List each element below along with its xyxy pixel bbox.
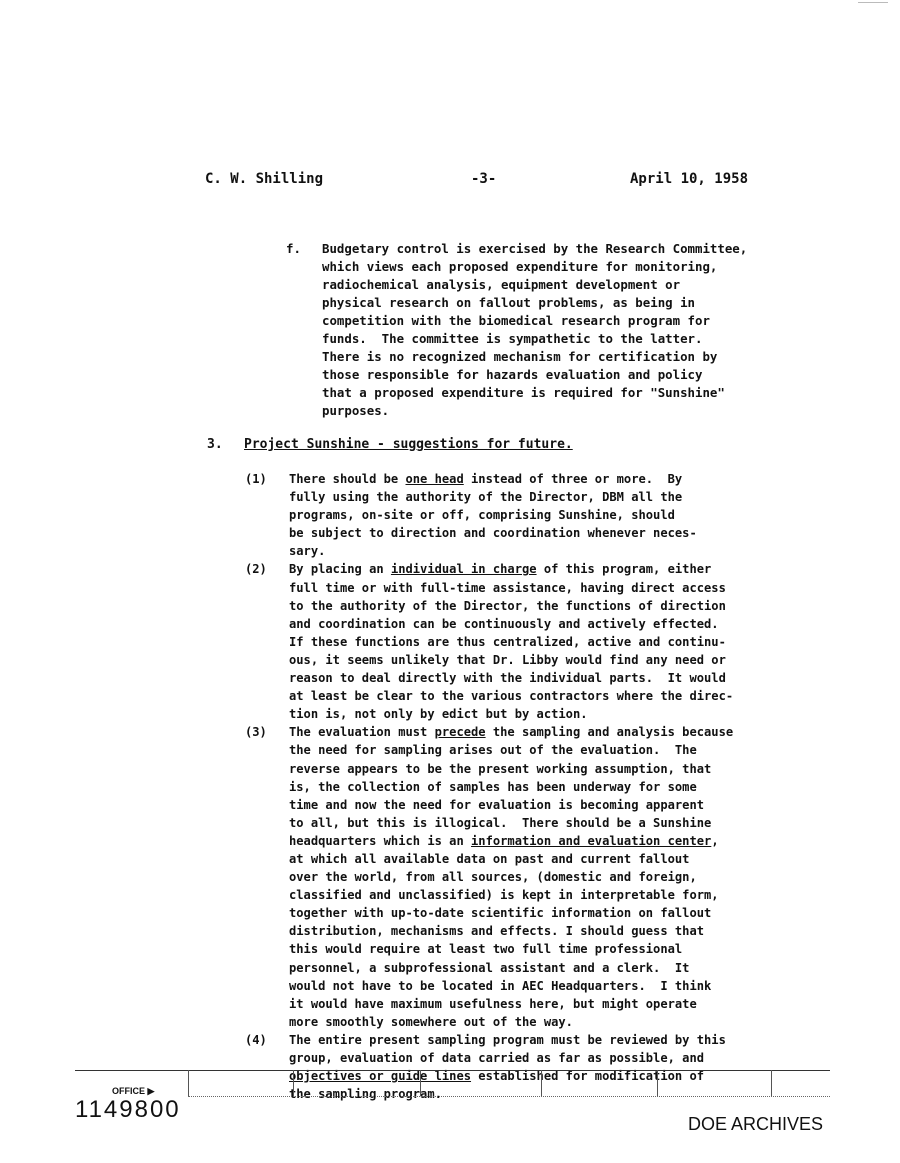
text-run: at least be clear to the various contractors where the direc- (289, 689, 734, 704)
form-cell-divider (188, 1070, 189, 1096)
list-item-line (289, 832, 830, 850)
text-run: is, the collection of samples has been underway for some (289, 779, 697, 794)
text-run: of this program, either (536, 562, 712, 577)
paragraph-f-text (322, 240, 846, 420)
underlined-text: information and evaluation center (471, 833, 712, 848)
text-run: , (711, 833, 719, 848)
text-run: headquarters which is an (289, 833, 472, 848)
text-run: ous, it seems unlikely that Dr. Libby would find any need or (289, 652, 726, 667)
text-run: There should be (289, 472, 406, 486)
office-label: OFFICE ▶ (112, 1086, 155, 1096)
list-item-line (289, 904, 830, 922)
text-run: it would have maximum usefulness here, but might operate (289, 996, 697, 1011)
page-header (205, 171, 765, 191)
text-run: distribution, mechanisms and effects. I should guess that (289, 924, 705, 939)
list-item-line (289, 741, 830, 759)
list-item-line (289, 814, 830, 832)
text-run: full time or with full-time assistance, having direct access (289, 580, 726, 595)
list-item-line (289, 705, 830, 723)
text-run: reverse appears to be the present working assumption, that (289, 761, 712, 776)
list-item-line (289, 488, 830, 506)
list-item-line (289, 506, 830, 524)
list-item-line (289, 470, 830, 488)
text-run: over the world, from all sources, (domestic and foreign, (289, 870, 697, 885)
list-item-line (289, 633, 830, 651)
paragraph-f-line: Budgetary control is exercised by the Research Committee, (322, 241, 748, 256)
form-bottom-rule (188, 1096, 830, 1097)
list-item-line (289, 1031, 830, 1049)
list-item-line (289, 669, 830, 687)
text-run: programs, on-site or off, comprising Sunshine, should (289, 508, 675, 523)
paragraph-f-line: funds. The committee is sympathetic to the latter. (322, 331, 703, 347)
list-item-line (289, 687, 830, 705)
list-item (245, 1031, 830, 1103)
form-cell-divider (420, 1070, 421, 1096)
text-run: be subject to direction and coordination whenever neces- (289, 526, 697, 541)
text-run: and coordination can be continuously and actively effected. (289, 616, 719, 631)
list-item-line (289, 940, 830, 958)
list-item-line (289, 1085, 830, 1103)
paragraph-f-line: which views each proposed expenditure for monitoring, (322, 259, 718, 275)
text-run: The entire present sampling program must be reviewed by this (289, 1032, 726, 1047)
paragraph-f-line: those responsible for hazards evaluation and policy (322, 367, 703, 383)
list-item-line (289, 1013, 830, 1031)
list-item-line (289, 778, 830, 796)
archives-stamp: DOE ARCHIVES (688, 1114, 824, 1134)
text-run: more smoothly somewhere out of the way. (289, 1014, 573, 1029)
list-item-line (289, 850, 830, 868)
underlined-text: one head (405, 472, 464, 486)
list-item-number: (4) (245, 1032, 267, 1047)
paragraph-f-line: purposes. (322, 403, 390, 419)
underlined-text: precede (434, 725, 486, 740)
list-item-number: (1) (245, 472, 267, 486)
paragraph-f-line: that a proposed expenditure is required for "Sunshine" (322, 385, 725, 401)
paragraph-f-line: physical research on fallout problems, as being in (322, 295, 695, 311)
list-item-line (289, 959, 830, 977)
list-item-line (289, 995, 830, 1013)
underlined-text: individual in charge (390, 562, 537, 577)
list-item (245, 560, 830, 723)
list-item-line (289, 796, 830, 814)
underlined-text: objectives or guide lines (289, 1069, 472, 1084)
list-item-line (289, 615, 830, 633)
list-item (245, 723, 830, 1031)
list-item-number: (3) (245, 725, 267, 740)
text-run: the sampling and analysis because (485, 725, 734, 740)
text-run: group, evaluation of data carried as far as possible, and (289, 1051, 705, 1065)
scan-mark (858, 2, 888, 3)
text-run: at which all available data on past and current fallout (289, 851, 690, 866)
text-run: this would require at least two full time professional (289, 942, 683, 957)
text-run: personnel, a subprofessional assistant and a clerk. It (289, 960, 690, 975)
form-cell-divider (771, 1070, 772, 1096)
text-run: instead of three or more. By (463, 472, 683, 486)
list-item-line (289, 723, 830, 741)
text-run: If these functions are thus centralized, active and continu- (289, 634, 726, 649)
list-item-line (289, 524, 830, 542)
form-cell-divider (541, 1070, 542, 1096)
text-run: would not have to be located in AEC Headquarters. I think (289, 978, 712, 993)
text-run: sary. (289, 544, 326, 559)
header-date: April 10, 1958 (630, 171, 749, 187)
list-item-line (289, 1049, 830, 1067)
paragraph-f-label: f. (286, 241, 301, 256)
list-item-line (289, 922, 830, 940)
header-author: C. W. Shilling (205, 171, 324, 187)
paragraph-f-line: competition with the biomedical research program for (322, 313, 710, 329)
list-item-number: (2) (245, 562, 267, 577)
text-run: tion is, not only by edict but by action. (289, 707, 588, 722)
list-item-line (289, 977, 830, 995)
text-run: to the authority of the Director, the functions of direction (289, 598, 726, 613)
text-run: the need for sampling arises out of the evaluation. The (289, 743, 697, 758)
list-item-line (289, 868, 830, 886)
list-item-line (289, 760, 830, 778)
list-item-line (289, 560, 830, 578)
form-cell-divider (657, 1070, 658, 1096)
text-run: fully using the authority of the Director, DBM all the (289, 490, 683, 505)
list-item-line (289, 886, 830, 904)
paragraph-f (286, 240, 846, 420)
text-run: established for modification of (471, 1069, 705, 1084)
text-run: together with up-to-date scientific information on fallout (289, 906, 712, 921)
list-item (245, 470, 830, 560)
text-run: time and now the need for evaluation is becoming apparent (289, 797, 705, 812)
paragraph-f-line: radiochemical analysis, equipment development or (322, 277, 681, 293)
form-cell-divider (293, 1070, 294, 1096)
list-item-line (289, 542, 830, 560)
section-3-number: 3. (207, 437, 223, 452)
list-item-line (289, 597, 830, 615)
text-run: By placing an (289, 562, 391, 577)
text-run: to all, but this is illogical. There should be a Sunshine (289, 815, 712, 830)
header-page-number: -3- (471, 171, 497, 187)
text-run: reason to deal directly with the individual parts. It would (289, 671, 726, 686)
document-number: 1149800 (75, 1096, 181, 1123)
list-item-line (289, 579, 830, 597)
text-run: classified and unclassified) is kept in interpretable form, (289, 888, 719, 903)
text-run: The evaluation must (289, 725, 435, 740)
suggestion-list (245, 470, 830, 1103)
text-run: the sampling program. (289, 1087, 442, 1102)
paragraph-f-line: There is no recognized mechanism for certification by (322, 349, 718, 365)
section-3-title: Project Sunshine - suggestions for future. (244, 437, 573, 452)
list-item-line (289, 651, 830, 669)
